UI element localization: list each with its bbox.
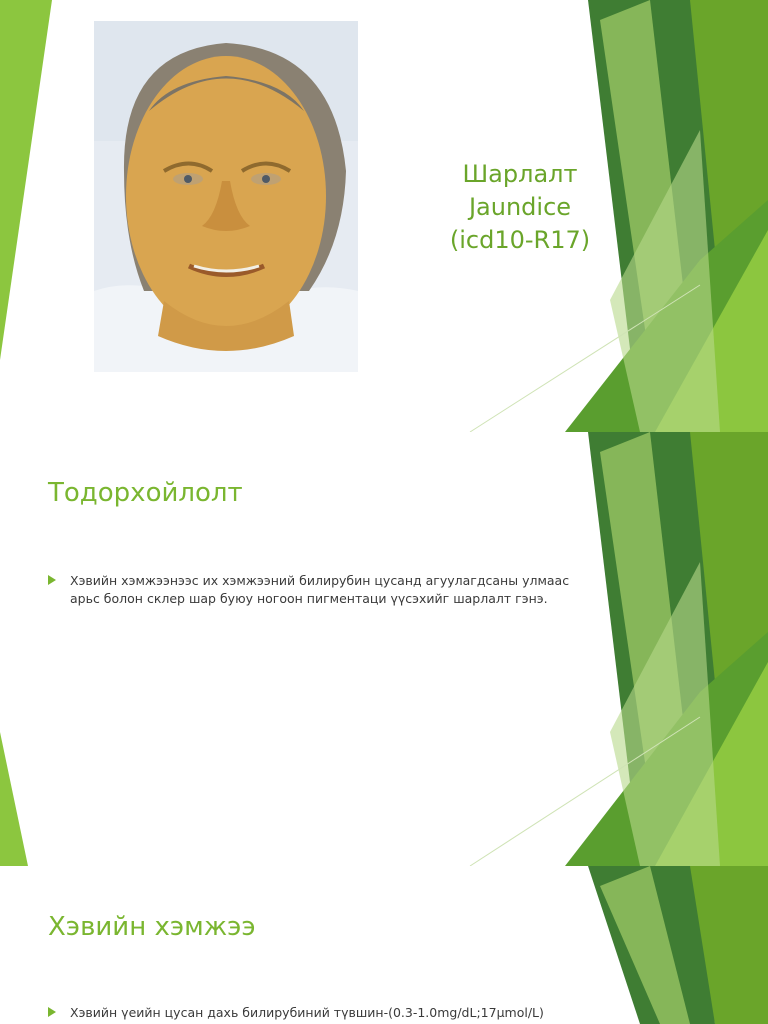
definition-line-1: Хэвийн хэмжээнээс их хэмжээний билирубин цусанд агуулагдсаны улмаас bbox=[70, 573, 570, 588]
bullet-arrow-icon bbox=[48, 575, 56, 585]
definition-line-2: арьс болон склер шар буюу ногоон пигментаци үүсэхийг шарлалт гэнэ. bbox=[70, 591, 548, 606]
title-line-1: Шарлалт bbox=[462, 160, 578, 188]
slide-3-green-decoration bbox=[0, 866, 768, 1024]
normal-range-bullet bbox=[48, 1004, 588, 1022]
title-line-3: (icd10-R17) bbox=[449, 226, 591, 254]
slide-3 bbox=[0, 866, 768, 1024]
definition-bullet bbox=[48, 572, 588, 608]
jaundiced-face-illustration bbox=[94, 21, 358, 372]
patient-photo bbox=[94, 21, 358, 372]
bullet-arrow-icon bbox=[48, 1007, 56, 1017]
slide-3-heading: Хэвийн хэмжээ bbox=[48, 912, 256, 942]
slide-2 bbox=[0, 432, 768, 866]
normal-range-line-1: Хэвийн үеийн цусан дахь билирубиний түвшин-(0.3-1.0mg/dL;17μmol/L) bbox=[70, 1005, 544, 1020]
slide-1 bbox=[0, 0, 768, 432]
slide-1-title bbox=[420, 158, 620, 257]
title-line-2: Jaundice bbox=[468, 193, 572, 221]
slide-2-heading: Тодорхойлолт bbox=[48, 478, 243, 508]
